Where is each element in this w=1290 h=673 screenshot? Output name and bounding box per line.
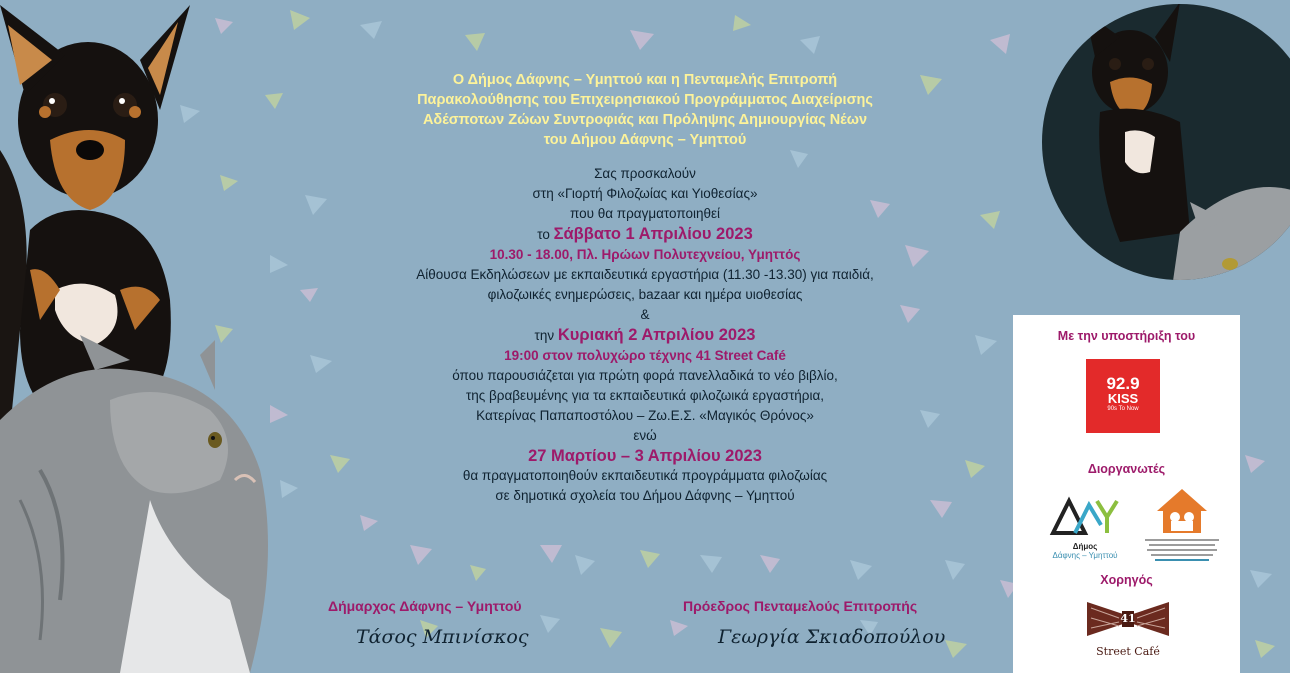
day2-prefix: την xyxy=(534,328,558,343)
range-description: σε δημοτικά σχολεία του Δήμου Δάφνης – Υμηττού xyxy=(495,488,795,503)
dog-cat-circle-photo xyxy=(1040,2,1290,302)
while-line: ενώ xyxy=(633,428,657,443)
committee-president-name: Γεωργία Σκιαδοπούλου xyxy=(718,626,946,648)
headline-line: Ο Δήμος Δάφνης – Υμηττού και η Πενταμελής Επιτροπή xyxy=(452,72,838,88)
kiss-name: KISS xyxy=(1107,391,1139,406)
will-take-place-line: που θα πραγματοποιηθεί xyxy=(569,206,721,221)
headline-line: Παρακολούθησης του Επιχειρησιακού Προγράμματος Διαχείρισης xyxy=(417,92,873,108)
day2-date-line xyxy=(250,325,1040,346)
kiss-tagline: 90s To Now xyxy=(1107,406,1139,412)
shelter-house-logo xyxy=(1137,485,1227,565)
event-name: στη «Γιορτή Φιλοζωίας και Υιοθεσίας» xyxy=(532,186,758,201)
headline-line: του Δήμου Δάφνης – Υμηττού xyxy=(543,132,747,148)
dafni-logo xyxy=(1045,495,1125,560)
dafni-triangle-icon xyxy=(1045,495,1125,537)
cafe-logo xyxy=(1083,598,1173,668)
day1-description: φιλοζωικές ενημερώσεις, bazaar και ημέρα υιοθεσίας xyxy=(487,287,803,302)
invite-line: Σας προσκαλούν xyxy=(594,166,696,181)
organizers-title: Διοργανωτές xyxy=(1087,462,1166,476)
headline-line: Αδέσποτων Ζώων Συντροφιάς και Πρόληψης Δημιουργίας Νέων xyxy=(422,112,868,128)
day1-time-place: 10.30 - 18.00, Πλ. Ηρώων Πολυτεχνείου, Υμηττός xyxy=(489,247,801,262)
dafni-logo-line2: Δάφνης – Υμηττού xyxy=(1052,551,1118,560)
day1-description: Αίθουσα Εκδηλώσεων με εκπαιδευτικά εργαστήρια (11.30 -13.30) για παιδιά, xyxy=(416,267,874,282)
day1-date-line xyxy=(250,224,1040,245)
day2-description: της βραβευμένης για τα εκπαιδευτικά φιλοζωικά εργαστήρια, xyxy=(465,388,825,403)
sponsor-panel xyxy=(1013,315,1240,673)
range-date: 27 Μαρτίου – 3 Απριλίου 2023 xyxy=(528,447,762,465)
kiss-radio-logo xyxy=(1086,359,1160,433)
ampersand: & xyxy=(640,307,650,322)
dafni-logo-line1: Δήμος xyxy=(1072,542,1098,551)
cafe-logo-number: 41 xyxy=(1120,612,1136,625)
day1-date: Σάββατο 1 Απριλίου 2023 xyxy=(553,225,753,243)
committee-president-role: Πρόεδρος Πενταμελούς Επιτροπής xyxy=(683,598,918,614)
invitation-text xyxy=(250,70,1040,506)
day2-date: Κυριακή 2 Απριλίου 2023 xyxy=(557,326,756,344)
mayor-role: Δήμαρχος Δάφνης – Υμηττού xyxy=(328,598,522,614)
headline xyxy=(250,70,1040,150)
range-description: θα πραγματοποιηθούν εκπαιδευτικά προγράμματα φιλοζωίας xyxy=(462,468,828,483)
day2-time-place: 19:00 στον πολυχώρο τέχνης 41 Street Café xyxy=(504,348,786,363)
mayor-name: Τάσος Μπινίσκος xyxy=(356,626,529,648)
day2-description: όπου παρουσιάζεται για πρώτη φορά πανελλαδικά το νέο βιβλίο, xyxy=(452,368,838,383)
day2-description: Κατερίνας Παπαποστόλου – Ζω.Ε.Σ. «Μαγικός Θρόνος» xyxy=(476,408,814,423)
sponsor-title: Χορηγός xyxy=(1100,573,1153,587)
day1-prefix: το xyxy=(537,227,554,242)
cafe-logo-name: Street Café xyxy=(1096,645,1160,658)
kiss-frequency: 92.9 xyxy=(1106,374,1140,393)
support-title: Με την υποστήριξη του xyxy=(1057,329,1196,343)
